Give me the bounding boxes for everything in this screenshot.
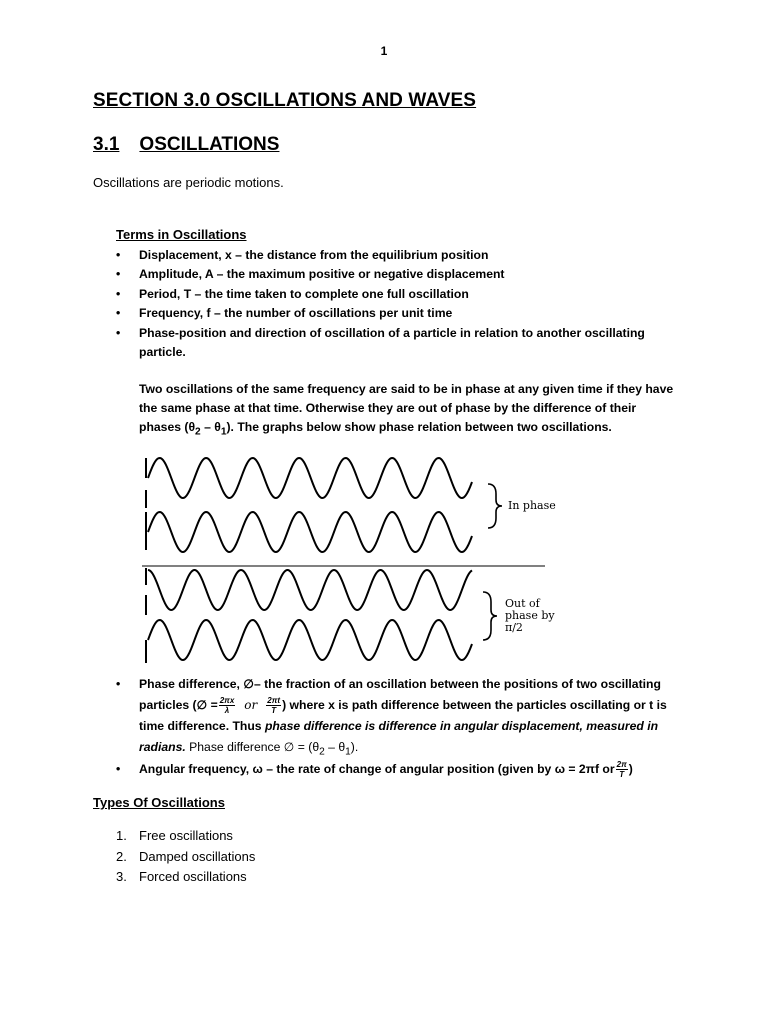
out-phase-label-2: phase by [505,609,555,622]
list-item: 2. Damped oscillations [116,849,256,864]
fraction-2pi-T: $\frac{2\pi}{T}$ [616,760,627,780]
in-phase-label: In phase [508,499,556,512]
out-phase-label-1: Out of [505,597,540,610]
bullet-icon: • [116,326,121,340]
types-heading: Types Of Oscillations [93,795,225,810]
wave-out-phase-2 [148,620,472,660]
bullet-icon: • [116,762,121,776]
subsection-number: 3.1 [93,134,120,155]
bullet-icon: • [116,306,121,320]
bullet-icon: • [116,267,121,281]
phase-figure [140,450,580,675]
out-phase-label-3: π/2 [505,621,523,634]
bullet-icon: • [116,677,121,691]
brace-in-phase [488,484,502,528]
subsection-label: OSCILLATIONS [139,134,280,155]
phase-paragraph: Two oscillations of the same frequency are said to be in phase at any given time if they have the same phase at that time. Otherwise they are out of phase by the difference of their phases $(\theta_2 - \theta_1)$. The graphs below show phase relation between two oscillations. [139,382,674,438]
brace-out-phase [483,592,497,640]
intro-text: Oscillations are periodic motions. [93,175,284,190]
wave-out-phase-1 [148,570,472,610]
phase-waves-svg [140,450,580,670]
list-item: 3. Forced oscillations [116,869,247,884]
bullet-icon: • [116,287,121,301]
subsection-title [93,134,279,156]
bullet-icon: • [116,248,121,262]
fraction-2pix-lambda: $\frac{2\pi x}{\lambda}$ [219,696,235,716]
list-item: 1. Free oscillations [116,828,233,843]
wave-in-phase-2 [148,512,472,552]
section-title: SECTION 3.0 OSCILLATIONS AND WAVES [93,90,477,111]
wave-in-phase-1 [148,458,472,498]
page-number: 1 [380,44,388,58]
terms-heading: Terms in Oscillations [116,227,247,242]
fraction-2pit-T: $\frac{2\pi t}{T}$ [267,696,281,716]
